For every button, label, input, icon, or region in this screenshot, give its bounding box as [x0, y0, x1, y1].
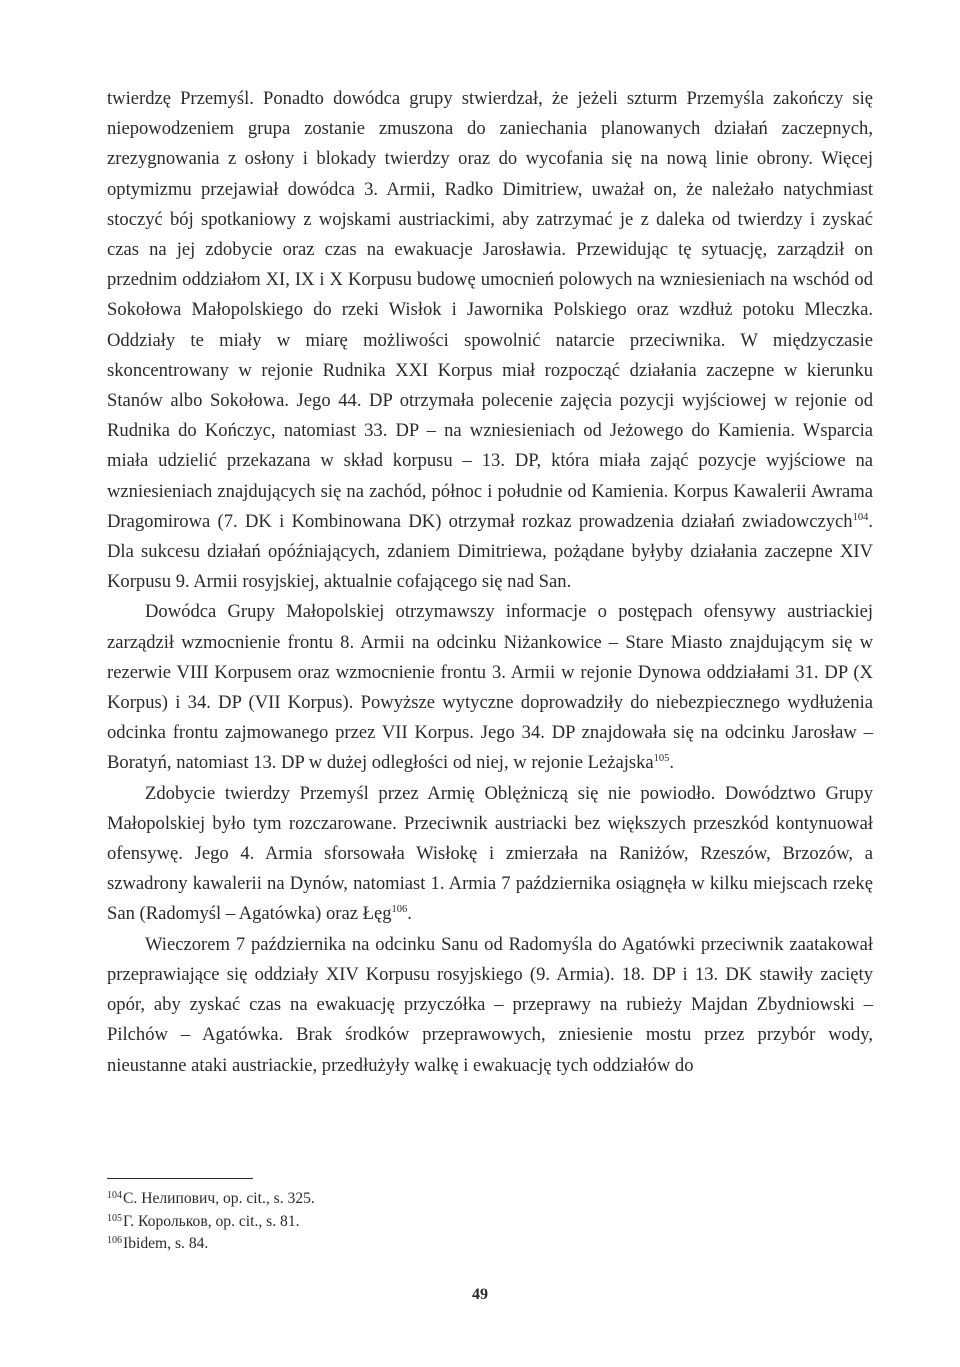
footnote-text: Г. Корольков, op. cit., s. 81. — [123, 1212, 300, 1230]
paragraph-2 — [107, 597, 873, 778]
footnote-number: 106 — [107, 1235, 122, 1246]
paragraph-3-text: Zdobycie twierdzy Przemyśl przez Armię Oblężniczą się nie powiodło. Dowództwo Grupy Małopolskiej było tym rozczarowane. Przeciwnik austriacki bez większych przeszkód kontynuował ofensywę. Jego 4. Armia sforsowała Wisłokę i zmierzała na Raniżów, Rzeszów, Brzozów, a szwadrony kawalerii na Dynów, natomiast 1. Armia 7 października osiągnęła w kilku miejscach rzekę San (Radomyśl – Agatówka) oraz Łęg — [107, 782, 873, 925]
footnote-number: 104 — [107, 1190, 122, 1201]
footnote-number: 105 — [107, 1212, 122, 1224]
footnote-104 — [107, 1188, 873, 1211]
footnote-106 — [107, 1233, 873, 1256]
footnote-ref-105[interactable]: 105 — [653, 753, 670, 765]
footnote-105 — [107, 1211, 873, 1234]
footnote-ref-106[interactable]: 106 — [391, 904, 408, 916]
paragraph-1-text: twierdzę Przemyśl. Ponadto dowódca grupy stwierdzał, że jeżeli szturm Przemyśla zakończy się niepowodzeniem grupa zostanie zmuszona do zaniechania planowanych działań zaczepnych, zrezygnowania z osłony i blokady twierdzy oraz do wycofania się na nową linie obrony. Więcej optymizmu przejawiał dowódca 3. Armii, Radko Dimitriew, uważał on, że należało natychmiast stoczyć bój spotkaniowy z wojskami austriackimi, aby zatrzymać je z daleka od twierdzy i zyskać czas na jej zdobycie oraz czas na ewakuacje Jarosławia. Przewidując tę sytuację, zarządził on przednim oddziałom XI, IX i X Korpusu budowę umocnień polowych na wzniesieniach na wschód od Sokołowa Małopolskiego do rzeki Wisłok i Jawornika Polskiego oraz wzdłuż potoku Mleczka. Oddziały te miały w miarę możliwości spowolnić natarcie przeciwnika. W międzyczasie skoncentrowany w rejonie Rudnika XXI Korpus miał rozpocząć działania zaczepne w kierunku Stanów albo Sokołowa. Jego 44. DP otrzymała polecenie zajęcia pozycji wyjściowej w rejonie od Rudnika do Kończyc, natomiast 33. DP – na wzniesieniach od Jeżowego do Kamienia. Wsparcia miała udzielić przekazana w skład korpusu – 13. DP, która miała zająć pozycje wyjściowe na wzniesieniach znajdujących się na zachód, północ i południe od Kamienia. Korpus Kawalerii Awrama Dragomirowa (7. DK i Kombinowana DK) otrzymał rozkaz prowadzenia działań zwiadowczych — [107, 88, 873, 532]
paragraph-2-text: Dowódca Grupy Małopolskiej otrzymawszy informacje o postępach ofensywy austriackiej zarządził wzmocnienie frontu 8. Armii na odcinku Niżankowice – Stare Miasto znajdującym się w rezerwie VIII Korpusem oraz wzmocnienie frontu 3. Armii w rejonie Dynowa oddziałami 31. DP (X Korpus) i 34. DP (VII Korpus). Powyższe wytyczne doprowadziły do niebezpiecznego wydłużenia odcinka frontu zajmowanego przez VII Korpus. Jego 34. DP znajdowała się na odcinku Jarosław – Boratyń, natomiast 13. DP w dużej odległości od niej, w rejonie Leżajska — [107, 601, 873, 774]
paragraph-2-text-cont: . — [669, 752, 675, 774]
paragraph-1-text-cont: . Dla sukcesu działań opóźniających, zdaniem Dimitriewa, pożądane byłyby działania zaczepne XIV Korpusu 9. Armii rosyjskiej, aktualnie cofającego się nad San. — [107, 510, 873, 593]
main-text — [107, 84, 873, 1081]
footnote-text: С. Нелипович, op. cit., s. 325. — [123, 1190, 315, 1207]
paragraph-3-text-cont: . — [407, 903, 412, 925]
footnote-text: Ibidem, s. 84. — [123, 1235, 209, 1252]
paragraph-1 — [107, 84, 873, 597]
footnotes — [107, 1188, 873, 1256]
paragraph-3 — [107, 779, 873, 930]
paragraph-4: Wieczorem 7 października na odcinku Sanu od Radomyśla do Agatówki przeciwnik zaatakował przeprawiające się oddziały XIV Korpusu rosyjskiego (9. Armia). 18. DP i 13. DK stawiły zacięty opór, aby zyskać czas na ewakuację przyczółka – przeprawy na rubieży Majdan Zbydniowski – Pilchów – Agatówka. Brak środków przeprawowych, zniesienie mostu przez przybór wody, nieustanne ataki austriackie, przedłużyły walkę i ewakuację tych oddziałów do — [107, 933, 873, 1076]
footnote-ref-104[interactable]: 104 — [852, 511, 869, 523]
page-number: 49 — [472, 1286, 488, 1303]
footnote-separator — [107, 1178, 253, 1179]
